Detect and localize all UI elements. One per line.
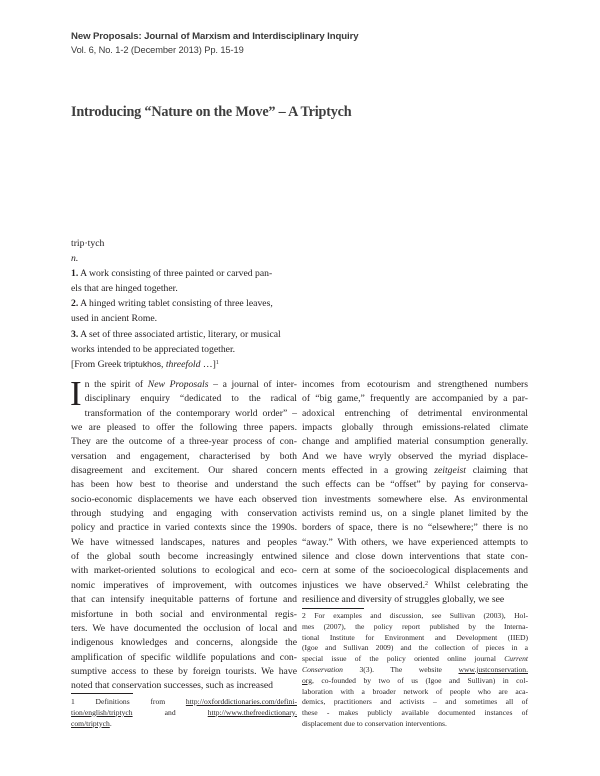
body-line: has been how best to theorise and understand the <box>71 479 297 491</box>
body-line: And we have wryly observed the myriad displace- <box>302 450 528 462</box>
body-line: misfortune in both social and environmental regis- <box>71 608 297 620</box>
body-line: disciplinary enquiry “dedicated to the radical <box>84 393 297 405</box>
body-line: silence and close down interventions that state con- <box>302 551 528 563</box>
body-line: change and amplified material consumption generally. <box>302 436 528 448</box>
body-line: borders of space, there is no “elsewhere;” there is no <box>302 522 528 534</box>
body-line: noted that conservation successes, such as increased <box>71 680 274 692</box>
body-line: of “big game,” frequently are accompanied by a par- <box>302 393 528 405</box>
body-line: We have witnessed landscapes, natures and peoples <box>71 536 297 548</box>
body-line: sumptive access to these by foreign tourists. We have <box>71 665 297 677</box>
body-line: activists remind us, on a single planet limited by the <box>302 508 528 520</box>
sense-1-line-1: 1. A work consisting of three painted or carved pan- <box>71 268 273 280</box>
body-line: amplification of specific wildlife populations and con- <box>71 651 297 663</box>
dictionary-definition <box>71 236 371 372</box>
volume-info: Vol. 6, No. 1-2 (December 2013) Pp. 15-19 <box>71 45 244 55</box>
headword: trip·tych <box>71 238 105 249</box>
body-line: ters. We have documented the occlusion of local and <box>71 622 297 634</box>
body-line: “away.” With others, we have experienced attempts to <box>302 536 528 548</box>
body-line: tion investments somewhere else. As environmental <box>302 493 528 505</box>
body-line: of the global south become increasingly entwined <box>71 551 297 563</box>
sense-2-line-1: 2. A hinged writing tablet consisting of three leaves, <box>71 298 273 310</box>
body-line: adoxical entrenching of detrimental environmental <box>302 407 528 419</box>
body-line: injustices we have observed.$^2$ Whilst celebrating the <box>302 579 528 591</box>
body-line: n the spirit of New Proposals – a journal of inter- <box>84 379 297 390</box>
body-line: through studying and engaging with conservation <box>71 508 297 520</box>
body-line: transformation of the contemporary world order” – <box>84 407 297 419</box>
footnote-rule-right <box>302 608 364 609</box>
sense-1-line-2: els that are hinged together. <box>71 283 178 295</box>
body-line: resilience and diversity of struggles globally, we see <box>302 594 505 606</box>
sense-3-line-2: works intended to be appreciated together. <box>71 343 236 355</box>
footnote-link-freedictionary[interactable]: http://www.thefreedictionary. <box>207 707 297 717</box>
body-line: nomic imperatives of improvement, with outcomes <box>71 579 297 591</box>
article-title: Introducing “Nature on the Move” – A Triptych <box>71 104 352 120</box>
body-line: ments effected in a growing zeitgeist claiming that <box>302 465 528 477</box>
journal-title: New Proposals: Journal of Marxism and Interdisciplinary Inquiry <box>71 31 359 42</box>
body-line: that can intensify inequitable patterns of fortune and <box>71 594 297 606</box>
footnote-rule-left <box>71 693 133 694</box>
sense-3-line-1: 3. A set of three associated artistic, literary, or musical <box>71 328 281 340</box>
footnote-ref-2[interactable]: 2 <box>425 580 429 587</box>
body-line: socio-economic displacements we have each observed <box>71 493 297 505</box>
footnote-link-justconservation[interactable]: www.justconservation. <box>458 664 528 674</box>
sense-2-line-2: used in ancient Rome. <box>71 313 158 325</box>
body-line: cern at some of the socioecological displacements and <box>302 565 528 577</box>
body-line: incomes from ecotourism and strengthened numbers <box>302 379 528 390</box>
body-line: we are pleased to offer the following three papers. <box>71 422 297 434</box>
footnote-link-freedictionary-cont[interactable]: com/triptych <box>71 718 110 728</box>
body-line: disagreement and excitement. Our shared concern <box>71 465 297 477</box>
footnote-link-oxford[interactable]: http://oxforddictionaries.com/defini- <box>185 697 297 706</box>
body-line: indigenous knowledges and concerns, alongside the <box>71 637 297 649</box>
footnote-ref-1[interactable]: 1 <box>215 359 219 366</box>
footnote-link-justconservation-cont[interactable]: org <box>302 675 312 685</box>
body-line: They are the outcome of a three-year process of con- <box>71 436 297 448</box>
body-right-column <box>302 378 528 608</box>
footnote-2: 2 For examples and discussion, see Sullivan (2003), Hol- mes (2007), the policy report published by the Interna- tional Institute for Environment and Development (IIED) (Igoe and Sullivan 2009) and the collection of pieces in a special issue of the policy oriented online journal Current Conservation 3(3). The website www.justconservation. org, co-founded by two of us (Igoe and Sullivan) in col- laboration with a broader network of people who are aca- demics, practitioners and activists – and sometimes all of these - makes publicly available documented instances of displacement due to conservation interventions. <box>302 611 528 728</box>
part-of-speech: n. <box>71 253 79 265</box>
footnote-1: 1 Definitions from http://oxforddictionaries.com/defini- tion/english/triptych and http://www.thefreedictionary. com/triptych. <box>71 697 297 728</box>
footnote-link-oxford-cont[interactable]: tion/english/triptych <box>71 707 133 717</box>
body-line: impacts globally through emissions-related climate <box>302 422 528 434</box>
body-line: policy and practice in varied contexts since the 1990s. <box>71 522 297 534</box>
etymology: [From Greek triptukhos, threefold …]$^1$ <box>71 358 219 370</box>
body-line: with market-oriented solutions to ecological and eco- <box>71 565 297 577</box>
drop-cap: I <box>70 374 82 413</box>
body-line: such effects can be “offset” by paying for conserva- <box>302 479 528 491</box>
body-left-column <box>70 374 297 694</box>
body-line: versation and engagement, characterised by both <box>71 450 297 462</box>
